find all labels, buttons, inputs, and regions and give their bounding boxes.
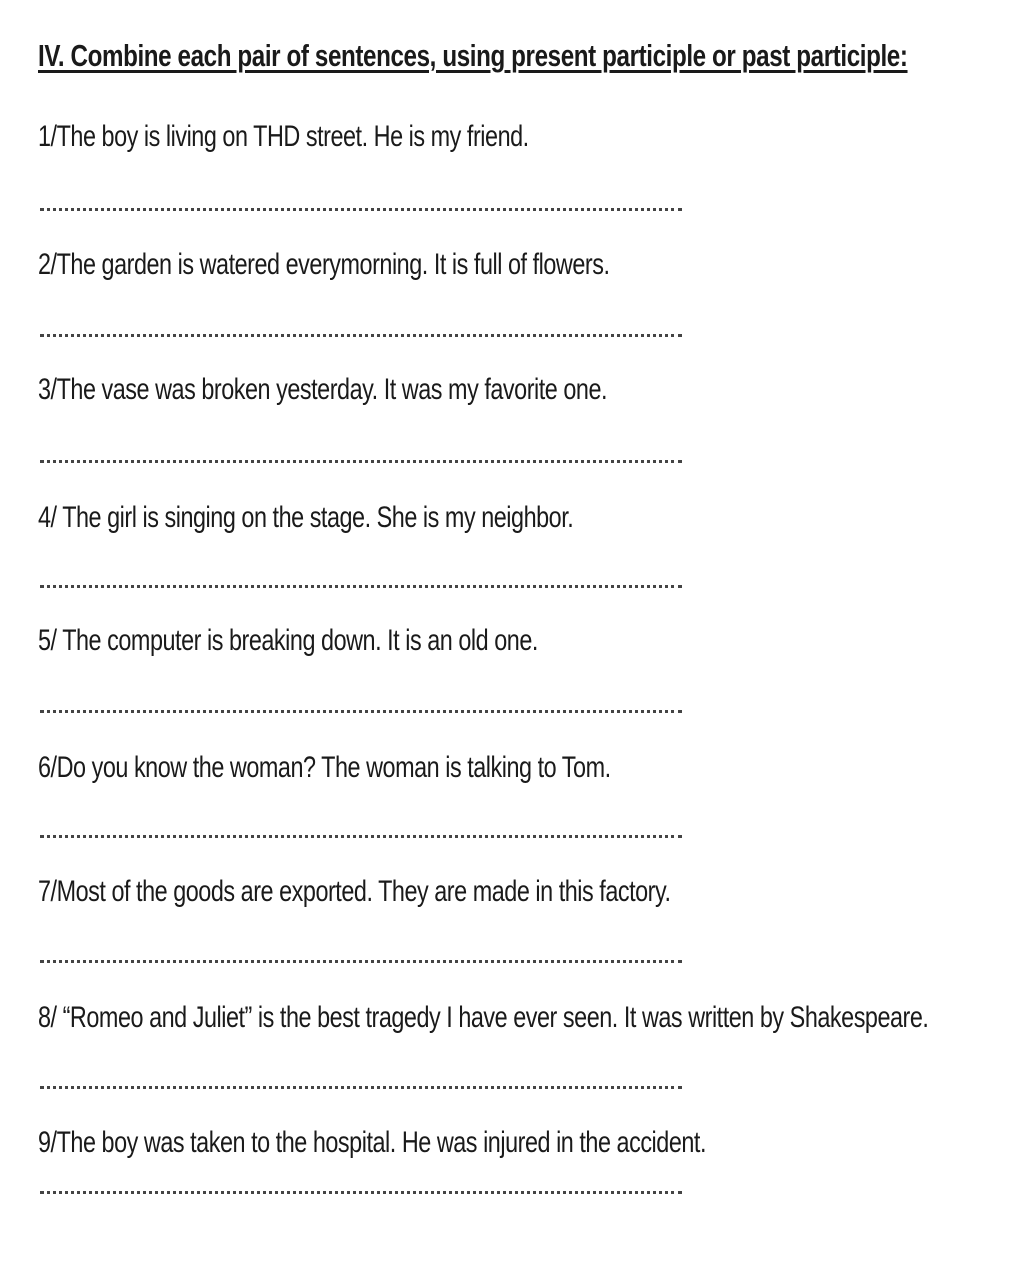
question-5: 5/ The computer is breaking down. It is an old one. (38, 624, 538, 657)
answer-line-7[interactable] (40, 960, 682, 963)
answer-line-9[interactable] (40, 1191, 682, 1194)
question-7: 7/Most of the goods are exported. They are made in this factory. (38, 875, 671, 908)
answer-line-8[interactable] (40, 1086, 682, 1089)
question-1: 1/The boy is living on THD street. He is my friend. (38, 120, 529, 153)
question-8: 8/ “Romeo and Juliet” is the best tragedy I have ever seen. It was written by Shakespeare. (38, 1001, 929, 1034)
answer-line-5[interactable] (40, 710, 682, 713)
answer-line-4[interactable] (40, 585, 682, 588)
question-6: 6/Do you know the woman? The woman is talking to Tom. (38, 751, 611, 784)
exercise-heading: IV. Combine each pair of sentences, using present participle or past participle: (38, 38, 908, 73)
answer-line-1[interactable] (40, 208, 682, 211)
question-9: 9/The boy was taken to the hospital. He was injured in the accident. (38, 1126, 706, 1159)
answer-line-3[interactable] (40, 460, 682, 463)
answer-line-2[interactable] (40, 334, 682, 337)
question-2: 2/The garden is watered everymorning. It is full of flowers. (38, 248, 610, 281)
question-3: 3/The vase was broken yesterday. It was my favorite one. (38, 373, 608, 406)
answer-line-6[interactable] (40, 835, 682, 838)
question-4: 4/ The girl is singing on the stage. She is my neighbor. (38, 501, 574, 534)
